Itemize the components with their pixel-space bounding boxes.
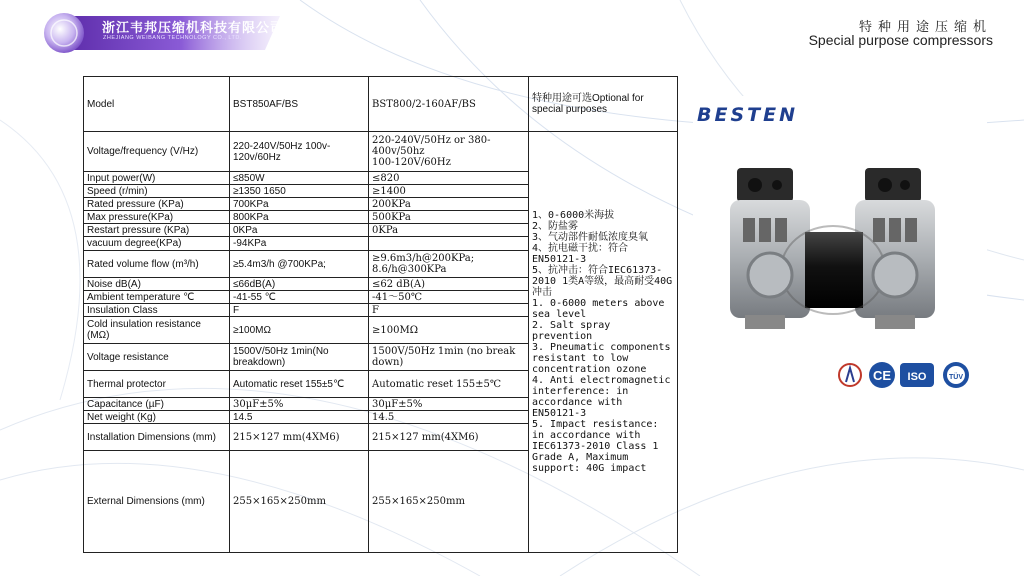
row-label: Noise dB(A) — [84, 278, 230, 291]
table-header-row — [84, 77, 678, 132]
row-label: Rated volume flow (m³/h) — [84, 251, 230, 278]
row-value-b — [369, 237, 529, 251]
row-value-a: -41-55 ℃ — [230, 291, 369, 304]
row-value-a: 14.5 — [230, 411, 369, 424]
row-value-a: Automatic reset 155±5℃ — [230, 371, 369, 398]
row-label: Voltage resistance — [84, 344, 230, 371]
row-value-b: ≥100MΩ — [369, 317, 529, 344]
ce-label: CE — [872, 368, 892, 383]
row-value-b: ≤62 dB(A) — [369, 278, 529, 291]
row-value-b: -41～50℃ — [369, 291, 529, 304]
row-value-b: 215×127 mm(4XM6) — [369, 424, 529, 451]
row-value-b: 30μF±5% — [369, 398, 529, 411]
row-label: External Dimensions (mm) — [84, 451, 230, 553]
row-value-b: 200KPa — [369, 198, 529, 211]
row-label: Input power(W) — [84, 172, 230, 185]
row-value-a: F — [230, 304, 369, 317]
row-value-a: ≥5.4m3/h @700KPa; — [230, 251, 369, 278]
row-value-a: 800KPa — [230, 211, 369, 224]
iso-label: ISO — [907, 371, 927, 383]
header-model: Model — [84, 77, 230, 132]
header-model-b: BST800/2-160AF/BS — [369, 77, 529, 132]
row-value-a: 1500V/50Hz 1min(No breakdown) — [230, 344, 369, 371]
row-value-a: 215×127 mm(4XM6) — [230, 424, 369, 451]
row-label: Speed (r/min) — [84, 185, 230, 198]
compressor-image — [725, 160, 975, 345]
row-label: Restart pressure (KPa) — [84, 224, 230, 237]
row-label: Max pressure(KPa) — [84, 211, 230, 224]
tuv-label: TÜV — [949, 374, 963, 381]
row-label: Cold insulation resistance (MΩ) — [84, 317, 230, 344]
row-value-b: ≥9.6m3/h@200KPa; 8.6/h@300KPa — [369, 251, 529, 278]
certifications — [836, 360, 986, 390]
row-value-b: 1500V/50Hz 1min (no break down) — [369, 344, 529, 371]
table-row — [84, 132, 678, 172]
brand-logo: BESTEN — [697, 104, 798, 126]
row-value-b: Automatic reset 155±5℃ — [369, 371, 529, 398]
row-label: vacuum degree(KPa) — [84, 237, 230, 251]
row-value-a: 255×165×250mm — [230, 451, 369, 553]
row-label: Voltage/frequency (V/Hz) — [84, 132, 230, 172]
row-value-a: ≤850W — [230, 172, 369, 185]
row-value-a: 700KPa — [230, 198, 369, 211]
spec-table — [83, 76, 678, 553]
row-label: Capacitance (µF) — [84, 398, 230, 411]
row-value-b: 220-240V/50Hz or 380-400v/50hz 100-120V/60Hz — [369, 132, 529, 172]
row-label: Rated pressure (KPa) — [84, 198, 230, 211]
row-value-a: 30μF±5% — [230, 398, 369, 411]
row-label: Net weight (Kg) — [84, 411, 230, 424]
row-value-b: ≥1400 — [369, 185, 529, 198]
header-options: 特种用途可选Optional for special purposes — [529, 77, 678, 132]
row-label: Thermal protector — [84, 371, 230, 398]
options-text: 1、0-6000米海拔 2、防盐雾 3、气动部件耐低浓度臭氧 4、抗电磁干扰：符合EN50121-3 5、抗冲击：符合IEC61373-2010 1类A等级，最高耐受40G冲击 1. 0-6000 meters above sea level 2. Salt spray prevention 3. Pneumatic components resistant to low concentration ozone 4. Anti electromagnetic interference: in accordance with EN50121-3 5. Impact resistance: in accordance with IEC61373-2010 Class 1 Grade A, Maximum support: 40G impact — [529, 132, 678, 553]
header-model-a: BST850AF/BS — [230, 77, 369, 132]
row-value-b: F — [369, 304, 529, 317]
row-value-a: 0KPa — [230, 224, 369, 237]
page-title-en: Special purpose compressors — [808, 32, 993, 48]
row-label: Ambient temperature ℃ — [84, 291, 230, 304]
row-label: Insulation Class — [84, 304, 230, 317]
company-name: 浙江韦邦压缩机科技有限公司 — [102, 20, 285, 35]
row-value-a: ≤66dB(A) — [230, 278, 369, 291]
row-value-b: 0KPa — [369, 224, 529, 237]
row-value-b: 255×165×250mm — [369, 451, 529, 553]
row-value-a: ≥100MΩ — [230, 317, 369, 344]
row-value-a: 220-240V/50Hz 100v-120v/60Hz — [230, 132, 369, 172]
page-title-cn: 特种用途压缩机 — [858, 20, 992, 35]
row-value-b: 14.5 — [369, 411, 529, 424]
row-value-a: -94KPa — [230, 237, 369, 251]
row-value-b: ≤820 — [369, 172, 529, 185]
row-value-b: 500KPa — [369, 211, 529, 224]
company-name-en: ZHEJIANG WEIBANG TECHNOLOGY CO., LTD. — [103, 35, 242, 41]
row-label: Installation Dimensions (mm) — [84, 424, 230, 451]
row-value-a: ≥1350 1650 — [230, 185, 369, 198]
